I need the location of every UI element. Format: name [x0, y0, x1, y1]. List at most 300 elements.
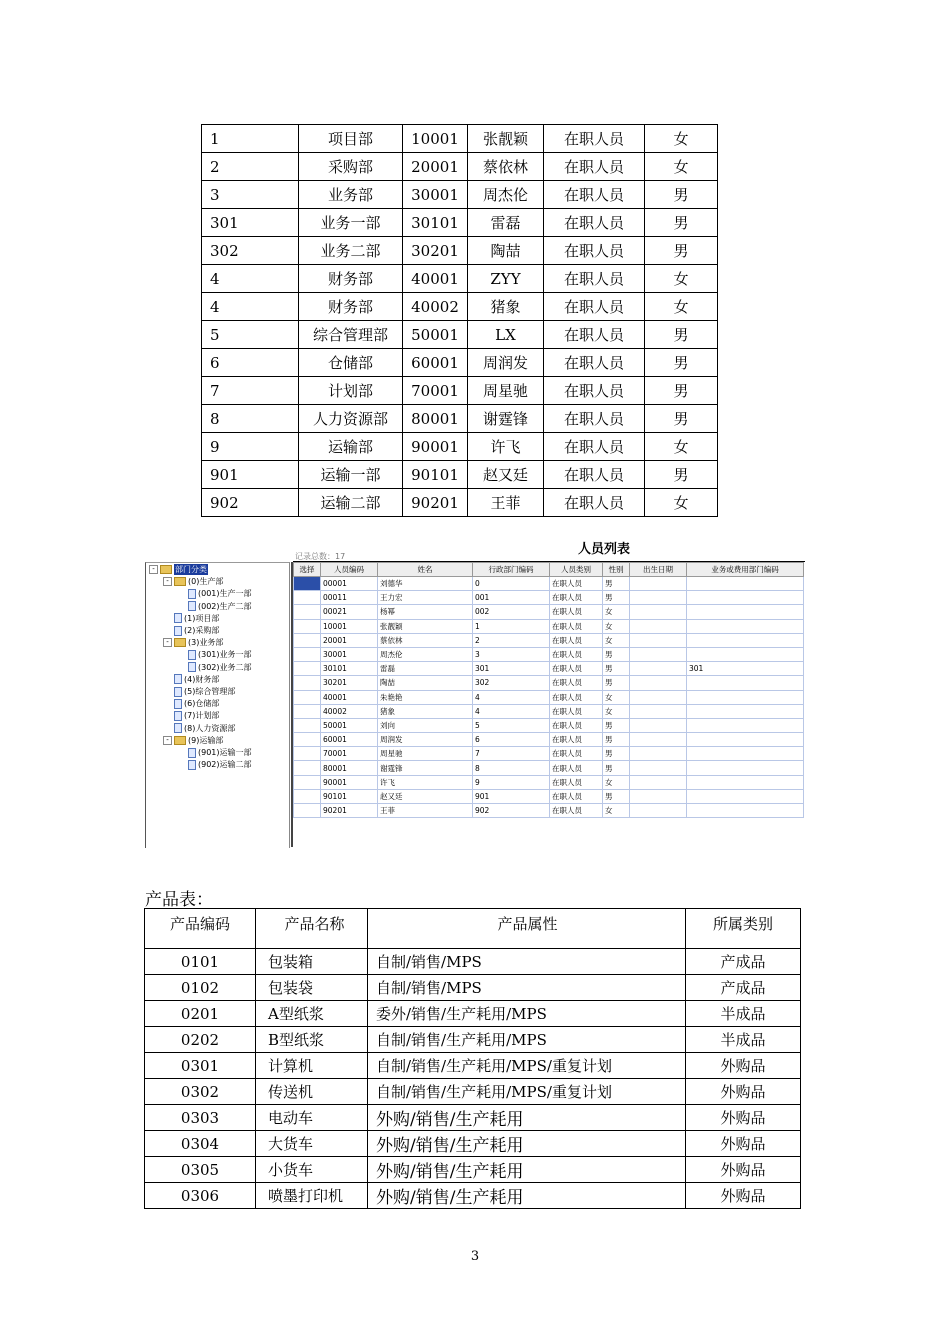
product-column-header: 产品名称: [256, 909, 368, 949]
grid-cell: 男: [603, 761, 630, 775]
tree-node-label: (001)生产一部: [198, 589, 252, 599]
grid-row[interactable]: [294, 647, 804, 661]
tree-node-label: 部门分类: [175, 565, 207, 574]
table-cell: 在职人员: [544, 461, 645, 489]
grid-column-header[interactable]: 业务或费用部门编码: [687, 563, 804, 577]
table-cell: 70001: [403, 377, 468, 405]
grid-cell: [687, 704, 804, 718]
table-cell: 自制/销售/生产耗用/MPS: [368, 1027, 686, 1053]
grid-cell: 90001: [321, 775, 378, 789]
table-cell: 猪象: [468, 293, 544, 321]
tree-node[interactable]: [177, 649, 252, 660]
row-select-cell[interactable]: [294, 662, 321, 676]
grid-cell: 在职人员: [550, 591, 603, 605]
table-cell: 男: [645, 405, 718, 433]
table-cell: 30001: [403, 181, 468, 209]
table-row: [202, 433, 718, 461]
table-cell: 5: [202, 321, 299, 349]
table-cell: 在职人员: [544, 293, 645, 321]
table-cell: 张靓颖: [468, 125, 544, 153]
table-cell: 自制/销售/MPS: [368, 949, 686, 975]
grid-cell: [630, 747, 687, 761]
product-column-header: 产品编码: [145, 909, 256, 949]
grid-cell: 在职人员: [550, 718, 603, 732]
personnel-list-title: 人员列表: [578, 542, 631, 557]
grid-cell: 10001: [321, 619, 378, 633]
grid-cell: 在职人员: [550, 662, 603, 676]
department-tree[interactable]: [145, 562, 290, 848]
grid-cell: 在职人员: [550, 619, 603, 633]
table-cell: 30101: [403, 209, 468, 237]
grid-column-header[interactable]: 行政部门编码: [473, 563, 550, 577]
grid-row[interactable]: [294, 718, 804, 732]
table-cell: 半成品: [686, 1001, 801, 1027]
grid-row[interactable]: [294, 690, 804, 704]
table-cell: 60001: [403, 349, 468, 377]
grid-cell: [630, 662, 687, 676]
table-cell: 产成品: [686, 975, 801, 1001]
table-cell: 仓储部: [299, 349, 403, 377]
grid-cell: 50001: [321, 718, 378, 732]
table-cell: 3: [202, 181, 299, 209]
grid-cell: 在职人员: [550, 747, 603, 761]
table-row: [145, 975, 801, 1001]
tree-node[interactable]: [163, 613, 219, 624]
tree-node[interactable]: [177, 662, 252, 673]
grid-cell: [687, 761, 804, 775]
tree-node-label: (8)人力资源部: [184, 723, 236, 733]
table-cell: 0304: [145, 1131, 256, 1157]
tree-node[interactable]: [163, 637, 223, 648]
grid-cell: 周星驰: [378, 747, 473, 761]
grid-cell: 90101: [321, 789, 378, 803]
table-cell: 在职人员: [544, 265, 645, 293]
grid-cell: 陶喆: [378, 676, 473, 690]
grid-cell: [687, 591, 804, 605]
table-row: [202, 293, 718, 321]
grid-cell: 00021: [321, 605, 378, 619]
table-row: [145, 1053, 801, 1079]
table-cell: 1: [202, 125, 299, 153]
grid-cell: 40002: [321, 704, 378, 718]
table-cell: 半成品: [686, 1027, 801, 1053]
table-cell: 9: [202, 433, 299, 461]
row-select-cell[interactable]: [294, 647, 321, 661]
grid-cell: 许飞: [378, 775, 473, 789]
table-cell: 业务部: [299, 181, 403, 209]
grid-row[interactable]: [294, 676, 804, 690]
grid-cell: 在职人员: [550, 647, 603, 661]
grid-row[interactable]: [294, 789, 804, 803]
table-cell: 男: [645, 237, 718, 265]
table-cell: 50001: [403, 321, 468, 349]
row-select-cell[interactable]: [294, 733, 321, 747]
table-cell: 男: [645, 209, 718, 237]
table-cell: 0202: [145, 1027, 256, 1053]
grid-column-header[interactable]: 性别: [603, 563, 630, 577]
grid-cell: 男: [603, 577, 630, 591]
grid-cell: 女: [603, 690, 630, 704]
table-cell: 女: [645, 293, 718, 321]
tree-node[interactable]: [163, 674, 219, 685]
grid-cell: [630, 633, 687, 647]
table-cell: 0305: [145, 1157, 256, 1183]
table-cell: 运输二部: [299, 489, 403, 517]
table-cell: 外购品: [686, 1053, 801, 1079]
table-row: [202, 349, 718, 377]
table-cell: 喷墨打印机: [256, 1183, 368, 1209]
table-cell: 委外/销售/生产耗用/MPS: [368, 1001, 686, 1027]
table-row: [145, 1079, 801, 1105]
table-cell: LX: [468, 321, 544, 349]
table-cell: 采购部: [299, 153, 403, 181]
table-row: [145, 1001, 801, 1027]
table-cell: 男: [645, 461, 718, 489]
table-cell: B型纸浆: [256, 1027, 368, 1053]
grid-cell: [687, 747, 804, 761]
table-row: [202, 489, 718, 517]
collapse-toggle-icon[interactable]: -: [163, 638, 172, 647]
table-cell: 在职人员: [544, 433, 645, 461]
tree-node[interactable]: [177, 759, 252, 770]
grid-cell: 女: [603, 804, 630, 818]
table-cell: 外购品: [686, 1131, 801, 1157]
table-cell: 0302: [145, 1079, 256, 1105]
grid-cell: 20001: [321, 633, 378, 647]
grid-cell: 在职人员: [550, 789, 603, 803]
grid-cell: 男: [603, 647, 630, 661]
grid-row[interactable]: [294, 775, 804, 789]
tree-node[interactable]: [163, 576, 223, 587]
tree-node-label: (4)财务部: [184, 674, 220, 684]
grid-cell: [687, 647, 804, 661]
grid-cell: [630, 789, 687, 803]
row-select-cell[interactable]: [294, 605, 321, 619]
table-cell: 自制/销售/MPS: [368, 975, 686, 1001]
table-cell: 在职人员: [544, 181, 645, 209]
table-cell: 901: [202, 461, 299, 489]
collapse-toggle-icon[interactable]: -: [149, 565, 158, 574]
product-table: [144, 908, 801, 1209]
table-row: [202, 209, 718, 237]
collapse-toggle-icon[interactable]: -: [163, 577, 172, 586]
row-select-cell[interactable]: [294, 690, 321, 704]
grid-cell: 猪象: [378, 704, 473, 718]
table-row: [202, 125, 718, 153]
tree-node-label: (6)仓储部: [184, 699, 220, 709]
table-row: [145, 1027, 801, 1053]
document-icon: [174, 711, 182, 721]
table-cell: 在职人员: [544, 405, 645, 433]
table-cell: 0102: [145, 975, 256, 1001]
grid-cell: 在职人员: [550, 676, 603, 690]
table-cell: 计算机: [256, 1053, 368, 1079]
grid-cell: [630, 733, 687, 747]
table-cell: 在职人员: [544, 377, 645, 405]
table-row: [202, 405, 718, 433]
grid-cell: 女: [603, 605, 630, 619]
document-icon: [174, 687, 182, 697]
grid-cell: 在职人员: [550, 577, 603, 591]
table-cell: 外购/销售/生产耗用: [368, 1183, 686, 1209]
grid-cell: 80001: [321, 761, 378, 775]
grid-cell: [630, 605, 687, 619]
grid-cell: [687, 619, 804, 633]
table-cell: 80001: [403, 405, 468, 433]
table-cell: 雷磊: [468, 209, 544, 237]
grid-row[interactable]: [294, 804, 804, 818]
grid-cell: 在职人员: [550, 775, 603, 789]
table-cell: 女: [645, 433, 718, 461]
tree-node-label: (301)业务一部: [198, 650, 252, 660]
table-cell: 在职人员: [544, 489, 645, 517]
grid-cell: 女: [603, 704, 630, 718]
grid-cell: 在职人员: [550, 633, 603, 647]
table-cell: 外购品: [686, 1079, 801, 1105]
grid-cell: 301: [473, 662, 550, 676]
table-row: [202, 377, 718, 405]
row-select-cell[interactable]: [294, 704, 321, 718]
grid-cell: 3: [473, 647, 550, 661]
grid-row[interactable]: [294, 605, 804, 619]
document-icon: [188, 601, 196, 611]
table-cell: 传送机: [256, 1079, 368, 1105]
collapse-toggle-icon[interactable]: -: [163, 736, 172, 745]
grid-column-header[interactable]: 选择: [294, 563, 321, 577]
grid-cell: 60001: [321, 733, 378, 747]
table-cell: 在职人员: [544, 349, 645, 377]
grid-cell: [630, 775, 687, 789]
grid-row[interactable]: [294, 761, 804, 775]
grid-cell: 杨幂: [378, 605, 473, 619]
grid-cell: [630, 577, 687, 591]
table-row: [202, 461, 718, 489]
grid-cell: 30101: [321, 662, 378, 676]
tree-node[interactable]: [163, 723, 235, 734]
table-cell: 外购品: [686, 1183, 801, 1209]
grid-cell: 在职人员: [550, 761, 603, 775]
table-cell: 王菲: [468, 489, 544, 517]
table-cell: 男: [645, 349, 718, 377]
tree-node-label: (902)运输二部: [198, 760, 252, 770]
grid-row[interactable]: [294, 619, 804, 633]
tree-node-label: (2)采购部: [184, 626, 220, 635]
grid-cell: [687, 718, 804, 732]
table-row: [145, 1183, 801, 1209]
row-select-cell[interactable]: [294, 676, 321, 690]
tree-node-label: (302)业务二部: [198, 662, 252, 672]
table-cell: 运输一部: [299, 461, 403, 489]
row-select-cell[interactable]: [294, 789, 321, 803]
table-cell: 2: [202, 153, 299, 181]
grid-cell: 在职人员: [550, 704, 603, 718]
grid-cell: [630, 619, 687, 633]
tree-node[interactable]: [177, 601, 252, 612]
table-cell: 在职人员: [544, 321, 645, 349]
grid-cell: 男: [603, 718, 630, 732]
row-select-cell[interactable]: [294, 591, 321, 605]
grid-cell: [687, 733, 804, 747]
table-cell: 302: [202, 237, 299, 265]
grid-cell: 5: [473, 718, 550, 732]
tree-node-label: (3)业务部: [188, 638, 224, 648]
table-cell: 0303: [145, 1105, 256, 1131]
grid-cell: 女: [603, 775, 630, 789]
product-column-header: 产品属性: [368, 909, 686, 949]
table-cell: 在职人员: [544, 209, 645, 237]
table-cell: 0301: [145, 1053, 256, 1079]
table-cell: 自制/销售/生产耗用/MPS/重复计划: [368, 1079, 686, 1105]
table-cell: 赵又廷: [468, 461, 544, 489]
tree-node[interactable]: [163, 735, 223, 746]
table-cell: 女: [645, 265, 718, 293]
grid-cell: 周杰伦: [378, 647, 473, 661]
row-select-cell[interactable]: [294, 761, 321, 775]
grid-cell: 0: [473, 577, 550, 591]
table-cell: 综合管理部: [299, 321, 403, 349]
row-select-cell[interactable]: [294, 775, 321, 789]
grid-row[interactable]: [294, 633, 804, 647]
grid-cell: [687, 633, 804, 647]
grid-cell: 40001: [321, 690, 378, 704]
grid-row[interactable]: [294, 577, 804, 591]
table-row: [145, 1157, 801, 1183]
grid-cell: 朱艳艳: [378, 690, 473, 704]
row-select-cell[interactable]: [294, 619, 321, 633]
table-cell: 自制/销售/生产耗用/MPS/重复计划: [368, 1053, 686, 1079]
grid-cell: [630, 676, 687, 690]
grid-cell: [687, 605, 804, 619]
grid-column-header[interactable]: 人员类别: [550, 563, 603, 577]
grid-row[interactable]: [294, 733, 804, 747]
tree-node[interactable]: [163, 625, 219, 636]
document-icon: [174, 674, 182, 684]
table-cell: 902: [202, 489, 299, 517]
tree-node[interactable]: [177, 588, 252, 599]
table-cell: 0306: [145, 1183, 256, 1209]
tree-node[interactable]: [163, 710, 219, 721]
table-cell: 4: [202, 293, 299, 321]
tree-node-label: (1)项目部: [184, 613, 220, 623]
table-row: [202, 237, 718, 265]
table-cell: 40001: [403, 265, 468, 293]
table-cell: 包装箱: [256, 949, 368, 975]
grid-cell: [687, 775, 804, 789]
personnel-grid[interactable]: [293, 562, 804, 818]
grid-row[interactable]: [294, 704, 804, 718]
grid-cell: [630, 718, 687, 732]
table-cell: 女: [645, 125, 718, 153]
grid-cell: 30001: [321, 647, 378, 661]
table-cell: 30201: [403, 237, 468, 265]
grid-column-header[interactable]: 姓名: [378, 563, 473, 577]
tree-node[interactable]: [163, 698, 219, 709]
document-icon: [188, 650, 196, 660]
product-header-row: [145, 909, 801, 949]
table-cell: 产成品: [686, 949, 801, 975]
table-cell: 大货车: [256, 1131, 368, 1157]
tree-node-label: (7)计划部: [184, 711, 220, 721]
grid-row[interactable]: [294, 591, 804, 605]
grid-cell: 6: [473, 733, 550, 747]
table-cell: 女: [645, 153, 718, 181]
table-cell: 男: [645, 181, 718, 209]
grid-cell: 谢霆锋: [378, 761, 473, 775]
table-cell: 计划部: [299, 377, 403, 405]
grid-cell: 9: [473, 775, 550, 789]
grid-cell: 王菲: [378, 804, 473, 818]
table-cell: 6: [202, 349, 299, 377]
row-select-cell[interactable]: [294, 747, 321, 761]
grid-cell: 周润发: [378, 733, 473, 747]
row-select-cell[interactable]: [294, 633, 321, 647]
grid-cell: 女: [603, 633, 630, 647]
grid-column-header[interactable]: 人员编码: [321, 563, 378, 577]
grid-cell: 在职人员: [550, 733, 603, 747]
row-select-cell[interactable]: [294, 718, 321, 732]
tree-node[interactable]: [149, 564, 208, 575]
row-select-cell[interactable]: [294, 804, 321, 818]
grid-cell: 902: [473, 804, 550, 818]
grid-row[interactable]: [294, 662, 804, 676]
table-cell: 90001: [403, 433, 468, 461]
table-cell: 外购/销售/生产耗用: [368, 1157, 686, 1183]
grid-cell: [687, 577, 804, 591]
table-cell: 谢霆锋: [468, 405, 544, 433]
grid-cell: 在职人员: [550, 690, 603, 704]
table-cell: 小货车: [256, 1157, 368, 1183]
grid-cell: 4: [473, 690, 550, 704]
table-cell: 20001: [403, 153, 468, 181]
folder-icon: [174, 638, 186, 647]
grid-cell: [630, 761, 687, 775]
table-cell: 在职人员: [544, 237, 645, 265]
table-cell: 财务部: [299, 293, 403, 321]
folder-icon: [160, 565, 172, 574]
document-icon: [174, 626, 182, 636]
table-row: [145, 1131, 801, 1157]
table-cell: 90201: [403, 489, 468, 517]
tree-node[interactable]: [177, 747, 252, 758]
grid-cell: 女: [603, 619, 630, 633]
grid-row[interactable]: [294, 747, 804, 761]
grid-cell: [687, 690, 804, 704]
table-cell: 外购/销售/生产耗用: [368, 1131, 686, 1157]
grid-cell: 男: [603, 676, 630, 690]
grid-cell: 张靓颖: [378, 619, 473, 633]
grid-cell: 男: [603, 747, 630, 761]
grid-cell: [630, 591, 687, 605]
row-select-cell[interactable]: [294, 577, 321, 591]
table-cell: 7: [202, 377, 299, 405]
table-cell: 电动车: [256, 1105, 368, 1131]
table-cell: 301: [202, 209, 299, 237]
grid-cell: 001: [473, 591, 550, 605]
table-cell: 外购品: [686, 1105, 801, 1131]
grid-cell: 00001: [321, 577, 378, 591]
grid-column-header[interactable]: 出生日期: [630, 563, 687, 577]
grid-cell: 在职人员: [550, 605, 603, 619]
tree-node[interactable]: [163, 686, 235, 697]
grid-cell: 4: [473, 704, 550, 718]
document-icon: [174, 699, 182, 709]
table-cell: 人力资源部: [299, 405, 403, 433]
table-cell: 0201: [145, 1001, 256, 1027]
grid-cell: 男: [603, 591, 630, 605]
table-cell: 财务部: [299, 265, 403, 293]
grid-cell: 901: [473, 789, 550, 803]
table-cell: 蔡依林: [468, 153, 544, 181]
